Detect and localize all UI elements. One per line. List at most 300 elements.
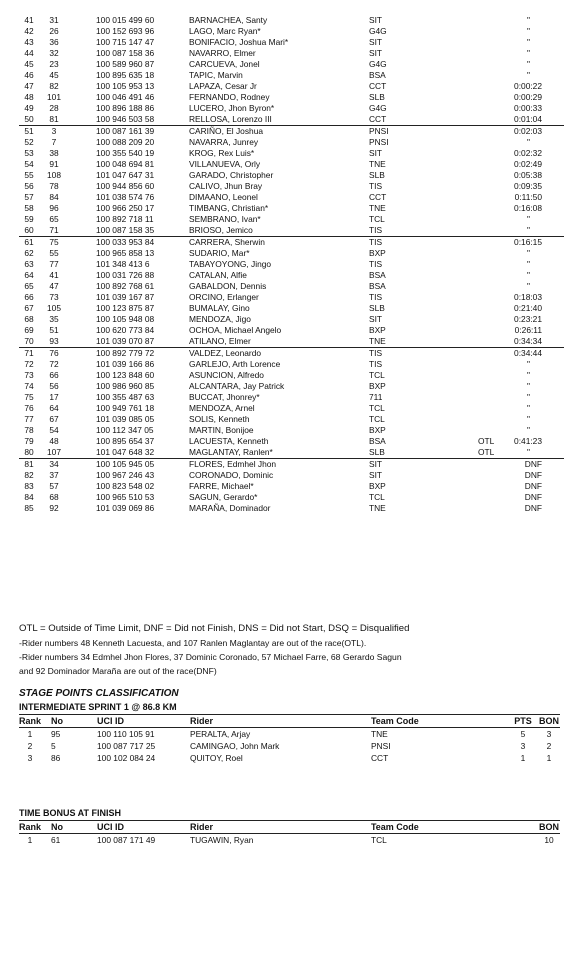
uci-id-cell: 100 105 945 05 bbox=[96, 459, 155, 469]
rank-cell: 56 bbox=[24, 181, 34, 191]
bib-number-cell: 57 bbox=[49, 481, 59, 491]
result-row bbox=[19, 37, 564, 48]
team-code-cell: BXP bbox=[369, 381, 386, 391]
uci-id-cell: 101 038 574 76 bbox=[96, 192, 155, 202]
time-gap-cell: " bbox=[527, 248, 530, 258]
points-cell: 1 bbox=[520, 753, 526, 763]
uci-id-cell: 100 087 171 49 bbox=[97, 835, 156, 845]
time-gap-cell: 0:16:15 bbox=[514, 237, 542, 247]
notes-section bbox=[19, 622, 564, 678]
uci-id-cell: 100 152 693 96 bbox=[96, 26, 155, 36]
uci-id-cell: 100 892 718 11 bbox=[96, 214, 154, 224]
rider-name-cell: GARADO, Christopher bbox=[189, 170, 274, 180]
bib-number-cell: 68 bbox=[49, 492, 59, 502]
rider-name-cell: MAGLANTAY, Ranlen* bbox=[189, 447, 273, 457]
result-row bbox=[19, 481, 564, 492]
uci-id-cell: 100 892 768 61 bbox=[96, 281, 155, 291]
team-code-cell: TCL bbox=[369, 492, 385, 502]
rider-name-cell: SOLIS, Kenneth bbox=[189, 414, 250, 424]
stage-points-title: STAGE POINTS CLASSIFICATION bbox=[19, 688, 179, 699]
result-row bbox=[19, 381, 564, 392]
bib-number-cell: 64 bbox=[49, 403, 59, 413]
result-row bbox=[19, 314, 564, 325]
rider-name-cell: SEMBRANO, Ivan* bbox=[189, 214, 261, 224]
result-row bbox=[19, 92, 564, 103]
rank-cell: 57 bbox=[24, 192, 34, 202]
time-gap-cell: 0:05:38 bbox=[514, 170, 542, 180]
result-row bbox=[19, 248, 564, 259]
time-gap-cell: " bbox=[527, 70, 530, 80]
uci-id-cell: 100 015 499 60 bbox=[96, 15, 155, 25]
bib-number-cell: 93 bbox=[49, 336, 59, 346]
status-note-cell: OTL bbox=[478, 447, 495, 457]
rank-cell: 65 bbox=[24, 281, 34, 291]
header-bon: BON bbox=[538, 716, 559, 726]
rider-name-cell: BUMALAY, Gino bbox=[189, 303, 250, 313]
team-code-cell: TIS bbox=[369, 181, 383, 191]
team-code-cell: TCL bbox=[369, 403, 385, 413]
time-gap-cell: " bbox=[527, 15, 530, 25]
time-gap-cell: 0:00:29 bbox=[514, 92, 542, 102]
status-note-cell: OTL bbox=[478, 436, 495, 446]
result-row bbox=[19, 359, 564, 370]
rider-name-cell: CARIÑO, El Joshua bbox=[189, 126, 264, 136]
bib-number-cell: 67 bbox=[49, 414, 59, 424]
rank-cell: 70 bbox=[24, 336, 34, 346]
time-gap-cell: DNF bbox=[524, 492, 542, 502]
bib-number-cell: 17 bbox=[49, 392, 59, 402]
rider-name-cell: ORCINO, Erlanger bbox=[189, 292, 259, 302]
rider-name-cell: MARAÑA, Dominador bbox=[189, 503, 271, 513]
result-row bbox=[19, 70, 564, 81]
uci-id-cell: 100 966 250 17 bbox=[96, 203, 155, 213]
uci-id-cell: 100 048 694 81 bbox=[96, 159, 155, 169]
result-row bbox=[19, 26, 564, 37]
bib-number-cell: 101 bbox=[47, 92, 61, 102]
bib-number-cell: 31 bbox=[49, 15, 59, 25]
bib-number-cell: 48 bbox=[49, 436, 59, 446]
bib-number-cell: 36 bbox=[49, 37, 59, 47]
rank-cell: 83 bbox=[24, 481, 34, 491]
uci-id-cell: 100 088 209 20 bbox=[96, 137, 155, 147]
result-row bbox=[19, 325, 564, 336]
uci-id-cell: 100 123 875 87 bbox=[96, 303, 155, 313]
rider-name-cell: SAGUN, Gerardo* bbox=[189, 492, 258, 502]
time-gap-cell: 0:02:03 bbox=[514, 126, 542, 136]
time-gap-cell: " bbox=[527, 259, 530, 269]
uci-id-cell: 101 039 085 05 bbox=[96, 414, 155, 424]
rank-cell: 44 bbox=[24, 48, 34, 58]
uci-id-cell: 100 123 848 60 bbox=[96, 370, 155, 380]
sprint-row bbox=[19, 728, 560, 741]
rank-cell: 1 bbox=[27, 835, 33, 845]
rider-name-cell: PERALTA, Arjay bbox=[189, 729, 251, 739]
header-rider: Rider bbox=[190, 821, 371, 834]
rank-cell: 77 bbox=[24, 414, 34, 424]
team-code-cell: G4G bbox=[369, 59, 387, 69]
result-row bbox=[19, 492, 564, 503]
time-gap-cell: " bbox=[527, 359, 530, 369]
team-code-cell: PNSI bbox=[369, 126, 389, 136]
rider-name-cell: SUDARIO, Mar* bbox=[189, 248, 250, 258]
rank-cell: 43 bbox=[24, 37, 34, 47]
uci-id-cell: 100 895 635 18 bbox=[96, 70, 155, 80]
rider-name-cell: ATILANO, Elmer bbox=[189, 336, 251, 346]
result-row bbox=[19, 292, 564, 303]
uci-id-cell: 100 105 948 08 bbox=[96, 314, 155, 324]
team-code-cell: BXP bbox=[369, 325, 386, 335]
team-code-cell: TNE bbox=[369, 336, 386, 346]
rider-name-cell: KROG, Rex Luis* bbox=[189, 148, 255, 158]
rider-name-cell: TIMBANG, Christian* bbox=[189, 203, 269, 213]
rank-cell: 68 bbox=[24, 314, 34, 324]
result-row bbox=[19, 125, 564, 137]
team-code-cell: TCL bbox=[369, 214, 385, 224]
bib-number-cell: 76 bbox=[49, 348, 59, 358]
team-code-cell: TIS bbox=[369, 225, 383, 235]
bib-number-cell: 82 bbox=[49, 81, 59, 91]
rank-cell: 2 bbox=[27, 741, 33, 751]
time-bonus-table bbox=[19, 820, 560, 846]
rank-cell: 46 bbox=[24, 70, 34, 80]
bib-number-cell: 32 bbox=[49, 48, 59, 58]
team-code-cell: TCL bbox=[369, 370, 385, 380]
rider-name-cell: LAGO, Marc Ryan* bbox=[189, 26, 261, 36]
time-gap-cell: DNF bbox=[524, 481, 542, 491]
time-bonus-row bbox=[19, 834, 560, 847]
rank-cell: 73 bbox=[24, 370, 34, 380]
bib-number-cell: 45 bbox=[49, 70, 59, 80]
result-row bbox=[19, 59, 564, 70]
rank-cell: 1 bbox=[27, 729, 33, 739]
rider-name-cell: LACUESTA, Kenneth bbox=[189, 436, 269, 446]
time-gap-cell: 0:21:40 bbox=[514, 303, 542, 313]
rank-cell: 82 bbox=[24, 470, 34, 480]
team-code-cell: TIS bbox=[369, 237, 383, 247]
notes-dnf: -Rider numbers 34 Edmhel Jhon Flores, 37 Dominic Coronado, 57 Michael Farre, 68 Gerardo Sagun bbox=[19, 652, 402, 662]
rank-cell: 71 bbox=[24, 348, 34, 358]
rider-name-cell: GARLEJO, Arth Lorence bbox=[189, 359, 281, 369]
time-gap-cell: " bbox=[527, 447, 530, 457]
team-code-cell: TIS bbox=[369, 259, 383, 269]
uci-id-cell: 100 355 540 19 bbox=[96, 148, 155, 158]
sprint-subtitle: INTERMEDIATE SPRINT 1 @ 86.8 KM bbox=[19, 702, 177, 712]
time-gap-cell: DNF bbox=[524, 459, 542, 469]
uci-id-cell: 100 589 960 87 bbox=[96, 59, 155, 69]
rank-cell: 79 bbox=[24, 436, 34, 446]
result-row bbox=[19, 470, 564, 481]
result-row bbox=[19, 15, 564, 26]
team-code-cell: SLB bbox=[369, 170, 385, 180]
bib-number-cell: 71 bbox=[49, 225, 59, 235]
time-gap-cell: " bbox=[527, 370, 530, 380]
rank-cell: 58 bbox=[24, 203, 34, 213]
header-rider: Rider bbox=[190, 715, 371, 728]
rank-cell: 69 bbox=[24, 325, 34, 335]
rider-name-cell: FERNANDO, Rodney bbox=[189, 92, 270, 102]
result-row bbox=[19, 436, 564, 447]
result-row bbox=[19, 103, 564, 114]
header-rank: Rank bbox=[19, 716, 42, 726]
result-row bbox=[19, 259, 564, 270]
bib-number-cell: 108 bbox=[47, 170, 61, 180]
bonus-cell: 3 bbox=[546, 729, 552, 739]
uci-id-cell: 100 946 503 58 bbox=[96, 114, 155, 124]
bib-number-cell: 86 bbox=[51, 753, 61, 763]
uci-id-cell: 100 087 161 39 bbox=[96, 126, 155, 136]
time-gap-cell: " bbox=[527, 281, 530, 291]
rider-name-cell: LUCERO, Jhon Byron* bbox=[189, 103, 275, 113]
result-row bbox=[19, 303, 564, 314]
time-bonus-title: TIME BONUS AT FINISH bbox=[19, 808, 121, 818]
uci-id-cell: 100 715 147 47 bbox=[96, 37, 155, 47]
rank-cell: 63 bbox=[24, 259, 34, 269]
bib-number-cell: 78 bbox=[49, 181, 59, 191]
uci-id-cell: 100 087 717 25 bbox=[97, 741, 156, 751]
uci-id-cell: 100 895 654 37 bbox=[96, 436, 155, 446]
team-code-cell: BSA bbox=[369, 270, 386, 280]
sprint-row bbox=[19, 752, 560, 764]
rank-cell: 52 bbox=[24, 137, 34, 147]
bib-number-cell: 65 bbox=[49, 214, 59, 224]
uci-id-cell: 100 892 779 72 bbox=[96, 348, 155, 358]
team-code-cell: BSA bbox=[369, 436, 386, 446]
uci-id-cell: 100 620 773 84 bbox=[96, 325, 155, 335]
team-code-cell: TNE bbox=[370, 729, 388, 739]
team-code-cell: CCT bbox=[369, 81, 387, 91]
bib-number-cell: 47 bbox=[49, 281, 59, 291]
header-rank: Rank bbox=[19, 822, 42, 832]
result-row bbox=[19, 336, 564, 347]
team-code-cell: SIT bbox=[369, 48, 383, 58]
rank-cell: 3 bbox=[27, 753, 33, 763]
team-code-cell: TNE bbox=[369, 203, 386, 213]
notes-otl: -Rider numbers 48 Kenneth Lacuesta, and 107 Ranlen Maglantay are out of the race(OTL). bbox=[19, 638, 367, 648]
bib-number-cell: 3 bbox=[51, 126, 57, 136]
rider-name-cell: ALCANTARA, Jay Patrick bbox=[189, 381, 285, 391]
uci-id-cell: 100 087 158 36 bbox=[96, 48, 155, 58]
header-bon: BON bbox=[538, 822, 559, 832]
rider-name-cell: NAVARRA, Junrey bbox=[189, 137, 259, 147]
bib-number-cell: 34 bbox=[49, 459, 59, 469]
time-gap-cell: " bbox=[527, 425, 530, 435]
time-gap-cell: 0:23:21 bbox=[514, 314, 542, 324]
rank-cell: 62 bbox=[24, 248, 34, 258]
rank-cell: 81 bbox=[24, 459, 34, 469]
team-code-cell: CCT bbox=[370, 753, 389, 763]
bib-number-cell: 91 bbox=[49, 159, 59, 169]
result-row bbox=[19, 236, 564, 248]
time-gap-cell: " bbox=[527, 381, 530, 391]
bib-number-cell: 66 bbox=[49, 370, 59, 380]
bib-number-cell: 23 bbox=[49, 59, 59, 69]
bib-number-cell: 73 bbox=[49, 292, 59, 302]
rank-cell: 42 bbox=[24, 26, 34, 36]
result-row bbox=[19, 370, 564, 381]
time-gap-cell: 0:26:11 bbox=[514, 325, 542, 335]
rank-cell: 80 bbox=[24, 447, 34, 457]
time-gap-cell: 0:18:03 bbox=[514, 292, 542, 302]
rider-name-cell: MENDOZA, Arnel bbox=[189, 403, 255, 413]
rank-cell: 49 bbox=[24, 103, 34, 113]
sprint-header-row bbox=[19, 715, 560, 728]
rider-name-cell: BRIOSO, Jemico bbox=[189, 225, 253, 235]
rider-name-cell: BUCCAT, Jhonrey* bbox=[189, 392, 260, 402]
uci-id-cell: 101 039 069 86 bbox=[96, 503, 155, 513]
header-pts: PTS bbox=[508, 715, 538, 728]
rank-cell: 48 bbox=[24, 92, 34, 102]
team-code-cell: TNE bbox=[369, 159, 386, 169]
uci-id-cell: 100 965 858 13 bbox=[96, 248, 155, 258]
time-gap-cell: DNF bbox=[524, 503, 542, 513]
rider-name-cell: FARRE, Michael* bbox=[189, 481, 254, 491]
header-team: Team Code bbox=[371, 715, 508, 728]
uci-id-cell: 100 033 953 84 bbox=[96, 237, 155, 247]
bib-number-cell: 54 bbox=[49, 425, 59, 435]
rider-name-cell: CARCUEVA, Jonel bbox=[189, 59, 260, 69]
team-code-cell: SLB bbox=[369, 92, 385, 102]
time-gap-cell: 0:34:44 bbox=[514, 348, 542, 358]
rider-name-cell: QUITOY, Roel bbox=[189, 753, 243, 763]
bib-number-cell: 105 bbox=[47, 303, 61, 313]
result-row bbox=[19, 137, 564, 148]
rider-name-cell: RELLOSA, Lorenzo III bbox=[189, 114, 272, 124]
time-gap-cell: " bbox=[527, 37, 530, 47]
rider-name-cell: CATALAN, Alfie bbox=[189, 270, 247, 280]
team-code-cell: SIT bbox=[369, 459, 383, 469]
team-code-cell: SIT bbox=[369, 314, 383, 324]
notes-legend: OTL = Outside of Time Limit, DNF = Did not Finish, DNS = Did not Start, DSQ = Disqualified bbox=[19, 623, 410, 634]
header-uci: UCI ID bbox=[97, 821, 190, 834]
header-no: No bbox=[41, 821, 97, 834]
bib-number-cell: 55 bbox=[49, 248, 59, 258]
time-gap-cell: 0:00:33 bbox=[514, 103, 542, 113]
rank-cell: 41 bbox=[24, 15, 34, 25]
rider-name-cell: ASUNCION, Alfredo bbox=[189, 370, 264, 380]
team-code-cell: TIS bbox=[369, 348, 383, 358]
uci-id-cell: 100 031 726 88 bbox=[96, 270, 155, 280]
rank-cell: 59 bbox=[24, 214, 34, 224]
time-gap-cell: " bbox=[527, 225, 530, 235]
rider-name-cell: TAPIC, Marvin bbox=[189, 70, 243, 80]
team-code-cell: SLB bbox=[369, 447, 385, 457]
time-bonus-header-row bbox=[19, 821, 560, 834]
bib-number-cell: 84 bbox=[49, 192, 59, 202]
team-code-cell: PNSI bbox=[369, 137, 389, 147]
rank-cell: 84 bbox=[24, 492, 34, 502]
result-row bbox=[19, 458, 564, 470]
time-gap-cell: DNF bbox=[524, 470, 542, 480]
rider-name-cell: CORONADO, Dominic bbox=[189, 470, 274, 480]
uci-id-cell: 100 355 487 63 bbox=[96, 392, 155, 402]
uci-id-cell: 101 039 166 86 bbox=[96, 359, 155, 369]
result-row bbox=[19, 503, 564, 514]
bib-number-cell: 41 bbox=[49, 270, 59, 280]
team-code-cell: TIS bbox=[369, 359, 383, 369]
notes-dnf-cont: and 92 Dominador Maraña are out of the race(DNF) bbox=[19, 666, 217, 676]
rider-name-cell: BARNACHEA, Santy bbox=[189, 15, 268, 25]
rider-name-cell: DIMAANO, Leonel bbox=[189, 192, 258, 202]
time-gap-cell: 0:01:04 bbox=[514, 114, 542, 124]
time-gap-cell: 0:02:49 bbox=[514, 159, 542, 169]
bib-number-cell: 81 bbox=[49, 114, 59, 124]
uci-id-cell: 100 949 761 18 bbox=[96, 403, 155, 413]
team-code-cell: BSA bbox=[369, 281, 386, 291]
bonus-cell: 1 bbox=[546, 753, 552, 763]
bib-number-cell: 51 bbox=[49, 325, 59, 335]
bib-number-cell: 5 bbox=[51, 741, 56, 751]
time-gap-cell: " bbox=[527, 270, 530, 280]
result-row bbox=[19, 81, 564, 92]
team-code-cell: TCL bbox=[369, 414, 385, 424]
result-row bbox=[19, 425, 564, 436]
time-gap-cell: 0:11:50 bbox=[514, 192, 542, 202]
result-row bbox=[19, 347, 564, 359]
rank-cell: 47 bbox=[24, 81, 34, 91]
team-code-cell: SIT bbox=[369, 148, 383, 158]
rank-cell: 53 bbox=[24, 148, 34, 158]
uci-id-cell: 101 047 647 31 bbox=[96, 170, 155, 180]
sprint-table bbox=[19, 714, 560, 764]
bib-number-cell: 37 bbox=[49, 470, 59, 480]
result-row bbox=[19, 270, 564, 281]
time-gap-cell: 0:16:08 bbox=[514, 203, 542, 213]
result-row bbox=[19, 48, 564, 59]
result-row bbox=[19, 148, 564, 159]
rider-name-cell: TUGAWIN, Ryan bbox=[189, 835, 254, 845]
bib-number-cell: 35 bbox=[49, 314, 59, 324]
rank-cell: 64 bbox=[24, 270, 34, 280]
bib-number-cell: 72 bbox=[49, 359, 59, 369]
rider-name-cell: CARRERA, Sherwin bbox=[189, 237, 265, 247]
rider-name-cell: FLORES, Edmhel Jhon bbox=[189, 459, 277, 469]
bib-number-cell: 75 bbox=[49, 237, 59, 247]
rider-name-cell: CAMINGAO, John Mark bbox=[189, 741, 280, 751]
result-row bbox=[19, 414, 564, 425]
rank-cell: 74 bbox=[24, 381, 34, 391]
rank-cell: 55 bbox=[24, 170, 34, 180]
rider-name-cell: CALIVO, Jhun Bray bbox=[189, 181, 263, 191]
result-row bbox=[19, 403, 564, 414]
rank-cell: 72 bbox=[24, 359, 34, 369]
uci-id-cell: 100 823 548 02 bbox=[96, 481, 155, 491]
rider-name-cell: LAPAZA, Cesar Jr bbox=[189, 81, 257, 91]
time-gap-cell: " bbox=[527, 59, 530, 69]
uci-id-cell: 101 047 648 32 bbox=[96, 447, 155, 457]
team-code-cell: TNE bbox=[369, 503, 386, 513]
team-code-cell: CCT bbox=[369, 114, 387, 124]
time-gap-cell: 0:41:23 bbox=[514, 436, 542, 446]
time-gap-cell: " bbox=[527, 403, 530, 413]
team-code-cell: G4G bbox=[369, 26, 387, 36]
rank-cell: 78 bbox=[24, 425, 34, 435]
team-code-cell: BXP bbox=[369, 481, 386, 491]
sprint-row bbox=[19, 740, 560, 752]
bib-number-cell: 96 bbox=[49, 203, 59, 213]
rank-cell: 85 bbox=[24, 503, 34, 513]
rank-cell: 45 bbox=[24, 59, 34, 69]
team-code-cell: BXP bbox=[369, 248, 386, 258]
rider-name-cell: OCHOA, Michael Angelo bbox=[189, 325, 282, 335]
time-gap-cell: " bbox=[527, 48, 530, 58]
bib-number-cell: 38 bbox=[49, 148, 59, 158]
bonus-cell: 10 bbox=[544, 835, 554, 845]
result-row bbox=[19, 170, 564, 181]
uci-id-cell: 100 105 953 13 bbox=[96, 81, 155, 91]
team-code-cell: SIT bbox=[369, 470, 383, 480]
bonus-cell: 2 bbox=[546, 741, 552, 751]
time-gap-cell: 0:02:32 bbox=[514, 148, 542, 158]
